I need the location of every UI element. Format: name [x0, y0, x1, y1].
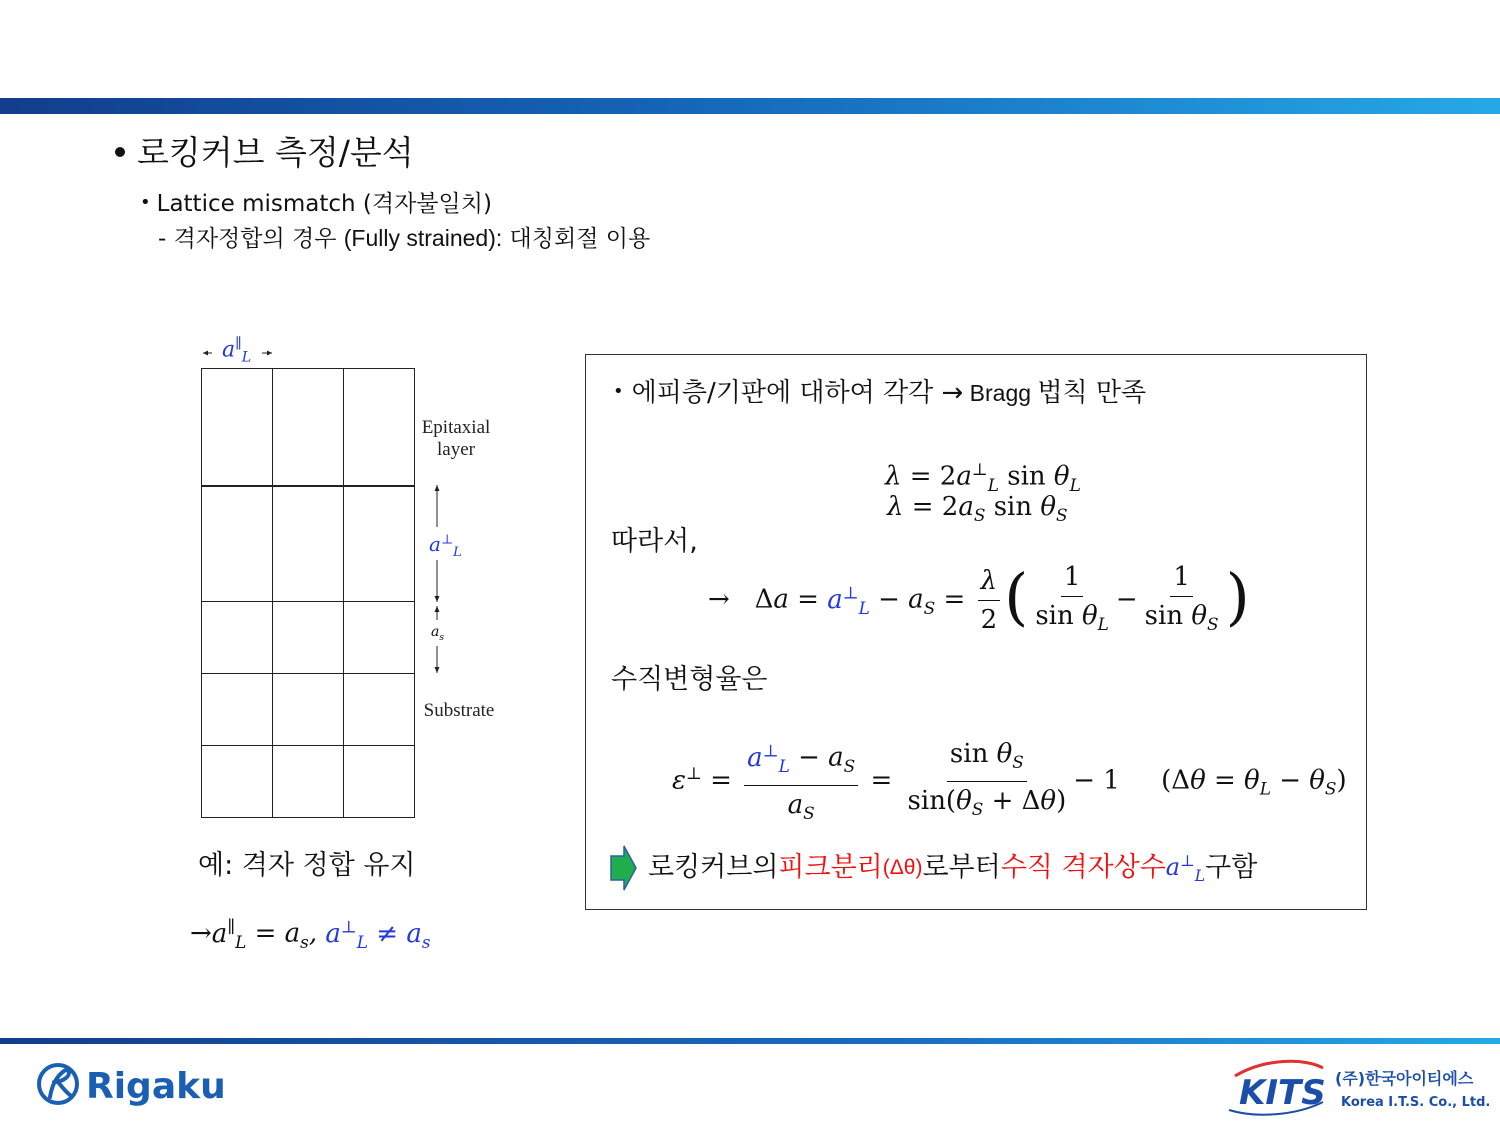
main-heading: 로킹커브 측정/분석: [115, 132, 414, 174]
bullet-icon: •: [140, 192, 151, 213]
header-bar: [0, 98, 1500, 114]
svg-text:Korea I.T.S. Co., Ltd.: Korea I.T.S. Co., Ltd.: [1341, 1095, 1491, 1110]
conclusion-line: 로킹커브의 피크분리 (Δθ) 로부터 수직 격자상수 $a^\perp_L$ 구함: [608, 842, 1257, 895]
therefore-label: 따라서,: [611, 526, 698, 557]
lattice-grid: [201, 368, 415, 818]
vertical-strain-label: 수직변형율은: [611, 664, 768, 695]
epitaxial-layer-label: Epitaxial layer: [421, 417, 491, 460]
a-parallel-label: $a^\parallel_L$: [222, 336, 252, 366]
arrow-right-icon: [608, 844, 638, 892]
svg-text:Rigaku: Rigaku: [86, 1066, 226, 1107]
bragg-eq-substrate: $\lambda = 2a_S$ $\sin \theta_S$: [887, 492, 1068, 526]
bullet-icon: •: [613, 381, 624, 402]
bragg-eq-layer: $\lambda = 2a^\perp_L$ $\sin \theta_L$: [885, 459, 1081, 495]
example-label: 예: 격자 정합 유지: [198, 850, 416, 881]
sub-heading: • Lattice mismatch (격자불일치): [140, 191, 492, 217]
svg-text:(주)한국아이티에스: (주)한국아이티에스: [1335, 1069, 1474, 1088]
rigaku-logo: [36, 1055, 256, 1117]
bragg-statement: • 에피층/기판에 대하여 각각 → Bragg 법칙 만족: [613, 378, 1147, 408]
substrate-label: Substrate: [423, 700, 495, 721]
as-label: $a_s$: [431, 624, 445, 643]
detail-heading: - 격자정합의 경우 (Fully strained): 대칭회절 이용: [158, 225, 651, 252]
width-arrows: [200, 340, 275, 366]
kits-logo: [1225, 1058, 1491, 1122]
footer-bar: [0, 1038, 1500, 1044]
vertical-arrows: [428, 482, 448, 678]
bullet-icon: [115, 147, 125, 157]
example-equation: $\to a^\parallel_L = a_s$, $a^\perp_L \ne a_s$: [190, 916, 431, 952]
svg-text:KITS: KITS: [1239, 1073, 1326, 1113]
a-perp-label: $a^\perp_L$: [429, 532, 462, 560]
delta-a-equation: → $\Delta a = a^\perp_L - a_S$ = $\frac{\lambda}{2}$ ( $\frac{1}{\sin \theta_L}$ − $\frac{1}{\sin \theta_S}$ ): [708, 559, 1250, 636]
strain-equation: ε⊥ = $\frac{a^\perp_L - a_S}{a_S}$ = $\frac{\sin \theta_S}{\sin(\theta_S + \Delta\theta)}$ − 1 $(\Delta\theta = \theta_L - \theta_S)$: [672, 733, 1347, 830]
